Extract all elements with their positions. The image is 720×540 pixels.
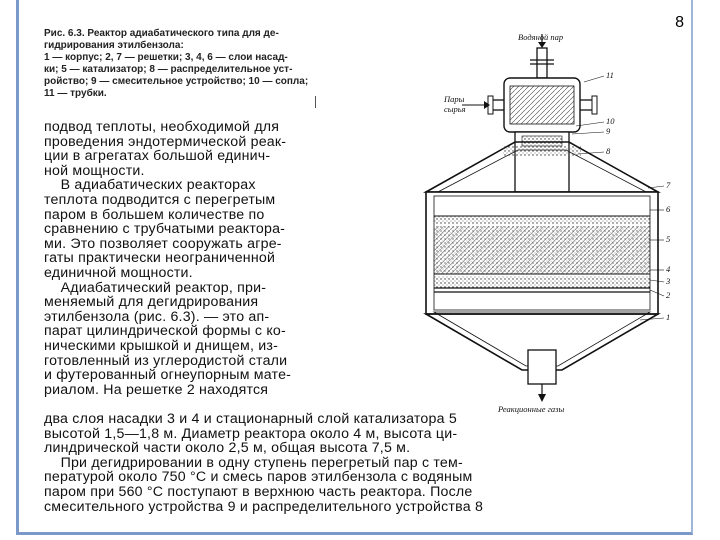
- caption-line: ройство; 9 — смесительное устройство; 10 — сопла;: [44, 76, 309, 87]
- callout-10: 10: [606, 116, 615, 126]
- callout-11: 11: [606, 70, 614, 80]
- reactor-figure: [400, 30, 700, 415]
- text-line: При дегидрировании в одну ступень перегретый пар с тем-: [44, 454, 463, 471]
- steam-label: Водяной пар: [518, 32, 564, 42]
- text-line: паром в большем количестве по: [44, 206, 265, 223]
- callout-3: 3: [666, 276, 671, 286]
- outlet-arrow: [538, 384, 546, 402]
- text-line: этилбензола (рис. 6.3). — это ап-: [44, 308, 270, 325]
- caption-line: 11 — трубки.: [44, 88, 107, 99]
- text-line: меняемый для дегидрирования: [44, 294, 259, 311]
- text-line: два слоя насадки 3 и 4 и стационарный слой катализатора 5: [44, 411, 457, 427]
- text-line: пературой около 750 °C и смесь паров этилбензола с водяным: [44, 469, 473, 486]
- text-line: паром при 560 °C поступают в верхнюю часть реактора. После: [44, 483, 473, 500]
- full-width-text: [44, 412, 694, 514]
- vapors-label: Пары: [444, 94, 465, 104]
- text-line: единичной мощности.: [44, 264, 193, 281]
- text-line: проведения эндотермической реак-: [44, 133, 287, 150]
- callout-6: 6: [666, 204, 671, 214]
- text-line: ми. Это позволяет сооружать агре-: [44, 235, 282, 252]
- callout-2: 2: [666, 290, 671, 300]
- callout-8: 8: [606, 146, 611, 156]
- text-line: Адиабатический реактор, при-: [44, 279, 267, 296]
- caption-line: ки; 5 — катализатор; 8 — распределительное уст-: [44, 64, 293, 75]
- text-line: сравнению с трубчатыми реактора-: [44, 221, 286, 238]
- callout-7: 7: [666, 180, 671, 190]
- text-line: линдрической части около 2,5 м, общая высота 7,5 м.: [44, 440, 411, 457]
- callout-4: 4: [666, 264, 671, 274]
- text-line: ции в агрегатах большой единич-: [44, 148, 271, 165]
- caption-line: Рис. 6.3. Реактор адиабатического типа для де-: [44, 28, 279, 39]
- column-text: [44, 120, 404, 397]
- steam-inlet-nozzle: [530, 48, 554, 78]
- gases-label: Реакционные газы: [498, 404, 565, 414]
- caption-line: гидрирования этилбензола:: [44, 40, 184, 51]
- text-line: и футерованный огнеупорным мате-: [44, 367, 292, 384]
- bottom-cone: [426, 312, 658, 384]
- text-line: парат цилиндрической формы с ко-: [44, 323, 286, 340]
- reactor-diagram: [400, 30, 700, 415]
- text-line: высотой 1,5—1,8 м. Диаметр реактора около 4 м, высота ци-: [44, 425, 458, 442]
- figure-caption: [44, 28, 404, 100]
- text-cursor-mark: [315, 96, 316, 108]
- text-line: смесительного устройства 9 и распределительного устройства 8: [44, 498, 484, 515]
- text-line: теплота подводится с перегретым: [44, 191, 276, 208]
- cylinder-body: [426, 192, 658, 314]
- feed-label: сырья: [444, 104, 466, 114]
- text-line: В адиабатических реакторах: [44, 177, 256, 194]
- text-line: подвод теплоты, необходимой для: [44, 119, 280, 135]
- mixing-device: [488, 78, 597, 132]
- callout-5: 5: [666, 234, 671, 244]
- text-line: ной мощности.: [44, 162, 145, 179]
- callout-1: 1: [666, 312, 671, 322]
- text-line: гаты практически неограниченной: [44, 250, 276, 267]
- callout-9: 9: [606, 126, 611, 136]
- page-number: 8: [675, 14, 684, 31]
- text-line: риалом. На решетке 2 находятся: [44, 381, 269, 398]
- text-line: готовленный из углеродистой стали: [44, 352, 288, 369]
- text-line: ническими крышкой и днищем, из-: [44, 337, 278, 354]
- caption-line: 1 — корпус; 2, 7 — решетки; 3, 4, 6 — слои насад-: [44, 52, 288, 63]
- neck-pipe: [515, 132, 569, 192]
